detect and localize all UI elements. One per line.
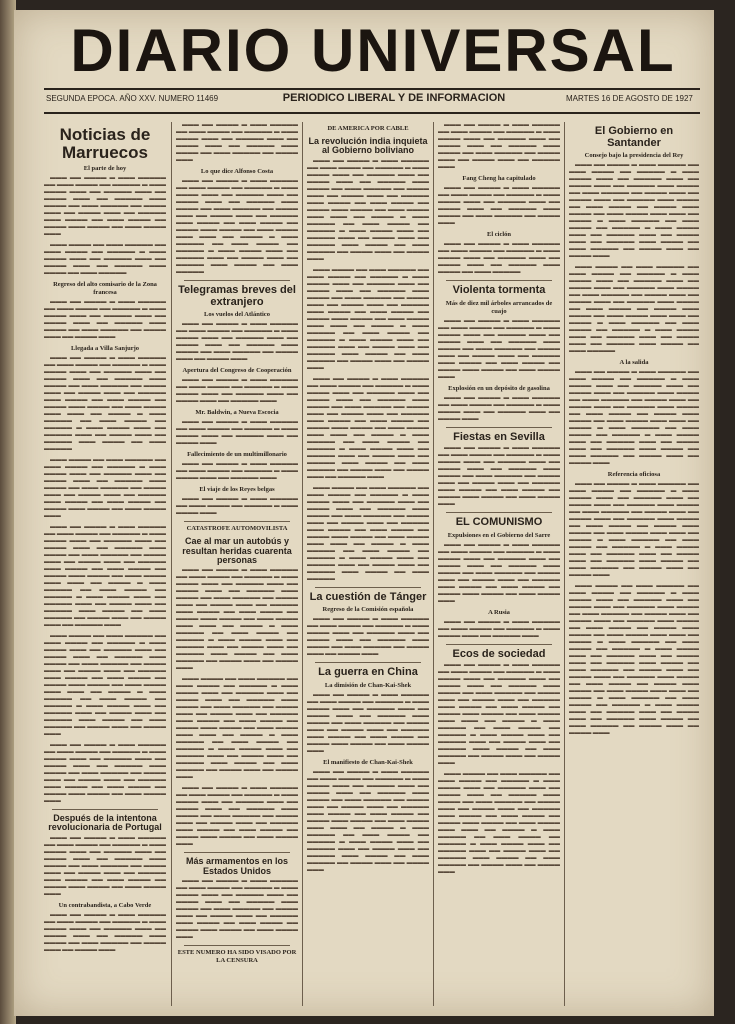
issue-date: MARTES 16 DE AGOSTO DE 1927 (566, 94, 693, 103)
subhead-consejo: Consejo bajo la presidencia del Rey (584, 152, 684, 160)
body-text: ▬▬▬ ▬▬ ▬▬▬▬ ▬ ▬▬▬ ▬▬▬▬▬ ▬▬ ▬▬▬ ▬▬▬▬ ▬▬ ▬▬▬▬▬ ▬ ▬▬▬ ▬▬▬▬ ▬▬▬ ▬▬ ▬▬▬▬▬ ▬▬▬ ▬▬ ▬▬▬▬ ▬▬▬ (438, 394, 560, 422)
headline-china: La guerra en China (318, 666, 418, 679)
subhead-salida: A la salida (619, 359, 649, 367)
column-3 (307, 122, 429, 1006)
headline-bolivia: La revolución india inquieta al Gobierno boliviano (308, 136, 428, 156)
subhead-contrabandista: Un contrabandista, a Cabo Verde (58, 901, 152, 909)
body-text: ▬▬▬ ▬▬ ▬▬▬▬ ▬ ▬▬▬ ▬▬▬▬▬ ▬▬ ▬▬▬ ▬▬▬▬ ▬▬ ▬▬▬▬▬ ▬ ▬▬▬ ▬▬▬▬ ▬▬▬ ▬▬ ▬▬▬▬▬ ▬▬▬ ▬▬ ▬▬▬▬ ▬▬▬ ▬▬ ▬▬▬▬▬ ▬▬▬ ▬▬▬▬ ▬▬ ▬▬▬ ▬▬▬▬▬ ▬▬ ▬▬▬▬ ▬▬▬ ▬▬ ▬▬▬▬ ▬▬▬ ▬▬ ▬▬▬▬▬ ▬▬▬ (438, 122, 560, 170)
column-1 (44, 122, 166, 1006)
headline-tormenta: Violenta tormenta (452, 284, 546, 296)
body-text: ▬▬▬ ▬▬ ▬▬▬▬ ▬ ▬▬▬ ▬▬▬▬▬ ▬▬ ▬▬▬ ▬▬▬▬ ▬▬ ▬▬▬▬▬ ▬ ▬▬▬ ▬▬▬▬ ▬▬▬ (176, 496, 298, 517)
subhead-llegada: Llegada a Villa Sanjurjo (70, 344, 140, 352)
subhead-fang-cheng: Fang Cheng ha capitulado (462, 175, 536, 182)
section-rule (446, 644, 552, 645)
body-text: ▬▬▬ ▬▬ ▬▬▬▬ ▬ ▬▬▬ ▬▬▬▬▬ ▬▬ ▬▬▬ ▬▬▬▬ ▬▬ ▬▬▬▬▬ ▬ ▬▬▬ ▬▬▬▬ ▬▬▬ ▬▬ ▬▬▬▬▬ ▬▬▬ ▬▬ ▬▬▬▬ ▬▬▬ ▬▬ ▬▬▬▬▬ ▬▬▬ ▬▬▬▬ ▬▬ ▬▬▬ ▬▬▬▬▬ ▬▬ ▬▬▬▬ ▬▬▬ ▬▬ ▬▬▬▬ ▬▬▬ (44, 298, 166, 340)
body-text: ▬▬▬ ▬▬ ▬▬▬▬ ▬ ▬▬▬ ▬▬▬▬▬ ▬▬ ▬▬▬ ▬▬▬▬ ▬▬ ▬▬▬▬▬ ▬ ▬▬▬ ▬▬▬▬ ▬▬▬ ▬▬ ▬▬▬▬▬ ▬▬▬ ▬▬ ▬▬▬▬ ▬▬▬ ▬▬ ▬▬▬▬▬ ▬▬▬ ▬▬▬▬ ▬▬ ▬▬▬ ▬▬▬▬▬ ▬▬ ▬▬▬▬ ▬▬▬ ▬▬ ▬▬▬▬ ▬▬▬ ▬▬ ▬▬▬▬▬ ▬▬▬ ▬▬▬▬ ▬▬ ▬▬▬ ▬▬▬▬ ▬▬ ▬▬▬▬ ▬▬▬ ▬▬▬▬ ▬▬ ▬▬▬ ▬▬▬▬ ▬▬▬ ▬▬▬ ▬▬ ▬▬▬▬ ▬ ▬▬▬ ▬▬▬▬▬ ▬▬ ▬▬▬ ▬▬▬▬ ▬▬ ▬▬▬▬▬ ▬ ▬▬▬ ▬▬▬▬ ▬▬▬ ▬▬ ▬▬▬▬▬ ▬▬▬ ▬▬ ▬▬▬▬ ▬▬▬ ▬▬ ▬▬▬▬▬ ▬▬▬ ▬▬▬▬ ▬▬ ▬▬▬ ▬▬▬▬▬ ▬▬ ▬▬▬▬ ▬▬▬ ▬▬ ▬▬▬▬ ▬▬▬ ▬▬▬ ▬▬▬▬ ▬▬ ▬▬▬ ▬▬▬▬▬ ▬▬ ▬▬▬ ▬▬▬▬ ▬▬ ▬▬▬▬▬ ▬ ▬▬▬ ▬▬▬▬ ▬▬▬ ▬▬ ▬▬▬▬▬ ▬▬▬ ▬▬ ▬▬▬▬ ▬▬▬ ▬▬ ▬▬▬▬▬ ▬▬▬ ▬▬▬▬ ▬▬ ▬▬▬ ▬▬▬▬▬ ▬▬ ▬▬▬▬ ▬▬▬ ▬▬ ▬▬▬▬ ▬▬▬ ▬▬ ▬▬▬▬▬ ▬▬▬ ▬▬▬▬ ▬▬ ▬▬▬ ▬▬▬▬ ▬▬ ▬▬▬▬ ▬▬▬ ▬▬▬▬ ▬▬ ▬▬▬ ▬▬▬▬ ▬▬▬ ▬▬▬ ▬▬ ▬▬▬▬ ▬ ▬▬▬ ▬▬▬▬▬ ▬▬ ▬▬▬ ▬▬▬▬ ▬▬ ▬▬▬▬▬ ▬ ▬▬▬ ▬▬▬▬ ▬▬▬ ▬▬ ▬▬▬▬▬ ▬▬▬ ▬▬ ▬▬▬▬ ▬▬▬ ▬▬ ▬▬▬▬▬ ▬▬▬ ▬▬▬▬ ▬▬ ▬▬▬ ▬▬▬▬▬ ▬▬ ▬▬▬▬ ▬▬▬ ▬▬ ▬▬▬▬ ▬▬▬ (438, 662, 560, 876)
kicker-america: DE AMERICA POR CABLE (327, 125, 409, 132)
body-text: ▬▬▬ ▬▬ ▬▬▬▬ ▬ ▬▬▬ ▬▬▬▬▬ ▬▬ ▬▬▬ ▬▬▬▬ ▬▬ ▬▬▬▬▬ ▬ ▬▬▬ ▬▬▬▬ ▬▬▬ ▬▬ ▬▬▬▬▬ ▬▬▬ ▬▬ ▬▬▬▬ ▬▬▬ ▬▬ ▬▬▬▬▬ ▬▬▬ ▬▬▬▬ ▬▬ ▬▬▬ ▬▬▬▬▬ ▬▬ ▬▬▬▬ ▬▬▬ ▬▬ ▬▬▬▬ ▬▬▬ ▬▬ ▬▬▬▬▬ ▬▬▬ ▬▬▬▬ ▬▬ ▬▬▬ ▬▬▬▬ ▬▬ ▬▬▬▬ ▬▬▬ ▬▬▬▬ ▬▬ ▬▬▬ ▬▬▬▬ ▬▬▬ ▬▬▬ ▬▬ ▬▬▬▬ ▬ ▬▬▬ ▬▬▬▬▬ ▬▬ ▬▬▬ ▬▬▬▬ ▬▬ ▬▬▬▬▬ ▬ ▬▬▬ ▬▬▬▬ ▬▬▬ ▬▬ ▬▬▬▬▬ ▬▬▬ ▬▬ ▬▬▬▬ ▬▬▬ ▬▬ ▬▬▬▬▬ ▬▬▬ ▬▬▬▬ ▬▬ ▬▬▬ ▬▬▬▬▬ ▬▬ ▬▬▬▬ ▬▬▬ ▬▬ ▬▬▬▬ ▬▬▬ (307, 768, 429, 873)
column-divider (302, 122, 303, 1006)
body-text: ▬▬▬ ▬▬ ▬▬▬▬ ▬ ▬▬▬ ▬▬▬▬▬ ▬▬ ▬▬▬ ▬▬▬▬ ▬▬ ▬▬▬▬▬ ▬ ▬▬▬ ▬▬▬▬ ▬▬▬ ▬▬ ▬▬▬▬▬ ▬▬▬ ▬▬ ▬▬▬▬ ▬▬▬ ▬▬ ▬▬▬▬▬ ▬▬▬ ▬▬▬▬ ▬▬ ▬▬▬ ▬▬▬▬▬ ▬▬ ▬▬▬▬ ▬▬▬ ▬▬ ▬▬▬▬ ▬▬▬ ▬▬ ▬▬▬▬▬ ▬▬▬ ▬▬▬▬ ▬▬ ▬▬▬ ▬▬▬▬ ▬▬ ▬▬▬▬ ▬▬▬ ▬▬▬▬ ▬▬ ▬▬▬ ▬▬▬▬ ▬▬▬ ▬▬▬ ▬▬ ▬▬▬▬ ▬ ▬▬▬ ▬▬▬▬▬ ▬▬ ▬▬▬ ▬▬▬▬ ▬▬ ▬▬▬▬▬ ▬ ▬▬▬ ▬▬▬▬ ▬▬▬ ▬▬ ▬▬▬▬▬ ▬▬▬ ▬▬ ▬▬▬▬ ▬▬▬ ▬▬ ▬▬▬▬▬ ▬▬▬ ▬▬▬▬ ▬▬ ▬▬▬ ▬▬▬▬▬ ▬▬ ▬▬▬▬ ▬▬▬ ▬▬ ▬▬▬▬ ▬▬▬ (569, 369, 699, 467)
subhead-regreso: Regreso del alto comisario de la Zona francesa (53, 280, 157, 296)
body-text: ▬▬▬ ▬▬ ▬▬▬▬ ▬ ▬▬▬ ▬▬▬▬▬ ▬▬ ▬▬▬ ▬▬▬▬ ▬▬ ▬▬▬▬▬ ▬ ▬▬▬ ▬▬▬▬ ▬▬▬ ▬▬ ▬▬▬▬▬ ▬▬▬ ▬▬ ▬▬▬▬ ▬▬▬ ▬▬ ▬▬▬▬▬ ▬▬▬ ▬▬▬▬ ▬▬ ▬▬▬ ▬▬▬▬▬ ▬▬ ▬▬▬▬ ▬▬▬ ▬▬ ▬▬▬▬ ▬▬▬ (176, 321, 298, 363)
header-rule (44, 112, 700, 114)
column-divider (433, 122, 434, 1006)
body-text: ▬▬▬ ▬▬ ▬▬▬▬ ▬ ▬▬▬ ▬▬▬▬▬ ▬▬ ▬▬▬ ▬▬▬▬ ▬▬ ▬▬▬▬▬ ▬ ▬▬▬ ▬▬▬▬ ▬▬▬ ▬▬ ▬▬▬▬▬ ▬▬▬ ▬▬ ▬▬▬▬ ▬▬▬ ▬▬ ▬▬▬▬▬ ▬▬▬ ▬▬▬▬ ▬▬ ▬▬▬ ▬▬▬▬▬ ▬▬ ▬▬▬▬ ▬▬▬ ▬▬ ▬▬▬▬ ▬▬▬ ▬▬ ▬▬▬▬▬ ▬▬▬ ▬▬▬▬ ▬▬ ▬▬▬ ▬▬▬▬ ▬▬ ▬▬▬▬ ▬▬▬ ▬▬▬▬ ▬▬ ▬▬▬ ▬▬▬▬ ▬▬▬ (44, 834, 166, 897)
subhead-manifiesto: El manifiesto de Chan-Kai-Shek (323, 758, 413, 766)
column-4 (438, 122, 560, 1006)
subhead-baldwin: Mr. Baldwin, a Nueva Escocia (195, 409, 279, 417)
subhead-explosion: Explosión en un depósito de gasolina (448, 384, 550, 392)
section-rule (315, 662, 421, 663)
body-text: ▬▬▬ ▬▬ ▬▬▬▬ ▬ ▬▬▬ ▬▬▬▬▬ ▬▬ ▬▬▬ ▬▬▬▬ ▬▬ ▬▬▬▬▬ ▬ ▬▬▬ ▬▬▬▬ ▬▬▬ ▬▬ ▬▬▬▬▬ ▬▬▬ ▬▬ ▬▬▬▬ ▬▬▬ ▬▬ ▬▬▬▬▬ ▬▬▬ ▬▬▬▬ ▬▬ ▬▬▬ ▬▬▬▬▬ (438, 241, 560, 275)
body-text: ▬▬▬ ▬▬ ▬▬▬▬ ▬ ▬▬▬ ▬▬▬▬▬ ▬▬ ▬▬▬ ▬▬▬▬ ▬▬ ▬▬▬▬▬ ▬ ▬▬▬ ▬▬▬▬ ▬▬▬ ▬▬ ▬▬▬▬▬ ▬▬▬ ▬▬ ▬▬▬▬ ▬▬▬ ▬▬ ▬▬▬▬▬ ▬▬▬ ▬▬▬▬ ▬▬ ▬▬▬ ▬▬▬▬▬ ▬▬ ▬▬▬▬ ▬▬▬ ▬▬ ▬▬▬▬ ▬▬▬ ▬▬ ▬▬▬▬▬ ▬▬▬ ▬▬▬▬ ▬▬ ▬▬▬ ▬▬▬▬ ▬▬ ▬▬▬▬ ▬▬▬ ▬▬▬▬ ▬▬ ▬▬▬ ▬▬▬▬ ▬▬▬ (438, 317, 560, 380)
column-divider (564, 122, 565, 1006)
masthead-title: DIARIO UNIVERSAL (70, 17, 676, 84)
headline-sociedad: Ecos de sociedad (452, 647, 546, 660)
section-rule (184, 852, 290, 853)
body-text: ▬▬▬ ▬▬ ▬▬▬▬ ▬ ▬▬▬ ▬▬▬▬▬ ▬▬ ▬▬▬ ▬▬▬▬ ▬▬ ▬▬▬▬▬ ▬ ▬▬▬ ▬▬▬▬ ▬▬▬ ▬▬ ▬▬▬▬▬ ▬▬▬ (176, 461, 298, 482)
masthead-subtitle: PERIODICO LIBERAL Y DE INFORMACION (282, 92, 506, 104)
subhead-dimision: La dimisión de Chan-Kai-Shek (324, 681, 412, 689)
subhead-multimillonario: Fallecimiento de un multimillonario (187, 451, 287, 459)
body-text: ▬▬▬ ▬▬ ▬▬▬▬ ▬ ▬▬▬ ▬▬▬▬▬ ▬▬ ▬▬▬ ▬▬▬▬ ▬▬ ▬▬▬▬▬ ▬ ▬▬▬ ▬▬▬▬ ▬▬▬ ▬▬ ▬▬▬▬▬ ▬▬▬ ▬▬ ▬▬▬▬ ▬▬▬ ▬▬ ▬▬▬▬▬ ▬▬▬ ▬▬▬▬ ▬▬ ▬▬▬ ▬▬▬▬▬ ▬▬ ▬▬▬▬ ▬▬▬ (176, 122, 298, 163)
body-text: ▬▬▬ ▬▬ ▬▬▬▬ ▬ ▬▬▬ ▬▬▬▬▬ ▬▬ ▬▬▬ ▬▬▬▬ ▬▬ ▬▬▬▬▬ ▬ ▬▬▬ ▬▬▬▬ ▬▬▬ ▬▬ ▬▬▬▬▬ ▬▬▬ ▬▬ ▬▬▬▬ ▬▬▬ (176, 419, 298, 447)
headline-comunismo: EL COMUNISMO (455, 516, 543, 529)
kicker-catastrofe: CATASTROFE AUTOMOVILISTA (186, 525, 288, 533)
censorship-notice: ESTE NUMERO HA SIDO VISADO POR LA CENSURA (177, 949, 297, 965)
body-text: ▬▬▬ ▬▬ ▬▬▬▬ ▬ ▬▬▬ ▬▬▬▬▬ ▬▬ ▬▬▬ ▬▬▬▬ ▬▬ ▬▬▬▬▬ ▬ ▬▬▬ ▬▬▬▬ ▬▬▬ ▬▬ ▬▬▬▬▬ ▬▬▬ ▬▬ ▬▬▬▬ ▬▬▬ ▬▬ ▬▬▬▬▬ ▬▬▬ (176, 377, 298, 405)
subhead-rusia: A Rusia (488, 608, 510, 616)
subhead-vuelos: Los vuelos del Atlántico (204, 311, 270, 319)
subhead-reyes-belgas: El viaje de los Reyes belgas (199, 486, 275, 494)
headline-santander: El Gobierno en Santander (594, 125, 674, 149)
section-rule (446, 512, 552, 513)
body-text: ▬▬▬ ▬▬ ▬▬▬▬ ▬ ▬▬▬ ▬▬▬▬▬ ▬▬ ▬▬▬ ▬▬▬▬ ▬▬ ▬▬▬▬▬ ▬ ▬▬▬ ▬▬▬▬ ▬▬▬ ▬▬ ▬▬▬▬▬ ▬▬▬ ▬▬ ▬▬▬▬ ▬▬▬ ▬▬ ▬▬▬▬▬ ▬▬▬ ▬▬▬▬ ▬▬ ▬▬▬ ▬▬▬▬▬ ▬▬ ▬▬▬▬ ▬▬▬ ▬▬ ▬▬▬▬ ▬▬▬ ▬▬ ▬▬▬▬▬ ▬▬▬ ▬▬▬▬ ▬▬ ▬▬▬ ▬▬▬▬ ▬▬ ▬▬▬▬ ▬▬▬ ▬▬▬▬ ▬▬ ▬▬▬ ▬▬▬▬ ▬▬▬ ▬▬▬ ▬▬ ▬▬▬▬ ▬ ▬▬▬ ▬▬▬▬▬ ▬▬ ▬▬▬ ▬▬▬▬ ▬▬ ▬▬▬▬▬ ▬ ▬▬▬ ▬▬▬▬ ▬▬▬ ▬▬ ▬▬▬▬▬ ▬▬▬ ▬▬ ▬▬▬▬ ▬▬▬ ▬▬ ▬▬▬▬▬ ▬▬▬ ▬▬▬▬ ▬▬ ▬▬▬ ▬▬▬▬▬ ▬▬ ▬▬▬▬ ▬▬▬ ▬▬ ▬▬▬▬ ▬▬▬ ▬▬▬ ▬▬▬▬ ▬▬ ▬▬▬ ▬▬▬▬▬ ▬▬ ▬▬▬ ▬▬▬▬ ▬▬ ▬▬▬▬▬ ▬ ▬▬▬ ▬▬▬▬ ▬▬▬ ▬▬ ▬▬▬▬▬ ▬▬▬ ▬▬ ▬▬▬▬ ▬▬▬ ▬▬ ▬▬▬▬▬ ▬▬▬ ▬▬▬▬ ▬▬ ▬▬▬ ▬▬▬▬▬ ▬▬ ▬▬▬▬ ▬▬▬ ▬▬ ▬▬▬▬ ▬▬▬ ▬▬ ▬▬▬▬▬ ▬▬▬ ▬▬▬▬ ▬▬ ▬▬▬ ▬▬▬▬ ▬▬ ▬▬▬▬ ▬▬▬ ▬▬▬▬ ▬▬ ▬▬▬ ▬▬▬▬ ▬▬▬ ▬▬▬ ▬▬ ▬▬▬▬ ▬ ▬▬▬ ▬▬▬▬▬ ▬▬ ▬▬▬ ▬▬▬▬ ▬▬ ▬▬▬▬▬ ▬ ▬▬▬ ▬▬▬▬ ▬▬▬ ▬▬ ▬▬▬▬▬ ▬▬▬ ▬▬ ▬▬▬▬ ▬▬▬ ▬▬ ▬▬▬▬▬ ▬▬▬ ▬▬▬▬ ▬▬ ▬▬▬ ▬▬▬▬▬ ▬▬ ▬▬▬▬ ▬▬▬ ▬▬ ▬▬▬▬ ▬▬▬ ▬▬▬ ▬▬ ▬▬▬▬ ▬ ▬▬▬ ▬▬▬▬▬ ▬▬ ▬▬▬ ▬▬▬▬ ▬▬ ▬▬▬▬▬ ▬ ▬▬▬ ▬▬▬▬ ▬▬▬ ▬▬ ▬▬▬▬▬ ▬▬▬ ▬▬ ▬▬▬▬ ▬▬▬ ▬▬ ▬▬▬▬▬ ▬▬▬ ▬▬▬▬ ▬▬ ▬▬▬ ▬▬▬▬▬ ▬▬ ▬▬▬▬ ▬▬▬ ▬▬ ▬▬▬▬ ▬▬▬ ▬▬ ▬▬▬▬▬ ▬▬▬ ▬▬▬▬ ▬▬ ▬▬▬ ▬▬▬▬ ▬▬ ▬▬▬▬ ▬▬▬ ▬▬▬▬ ▬▬ ▬▬▬ ▬▬▬▬ ▬▬▬ ▬▬▬ ▬▬ ▬▬▬▬ ▬ ▬▬▬ ▬▬▬▬▬ ▬▬ ▬▬▬ ▬▬▬▬ ▬▬ ▬▬▬▬▬ ▬ ▬▬▬ ▬▬▬▬ ▬▬▬ ▬▬ ▬▬▬▬▬ ▬▬▬ ▬▬ ▬▬▬▬ ▬▬▬ ▬▬ ▬▬▬▬▬ ▬▬▬ ▬▬▬▬ ▬▬ ▬▬▬ ▬▬▬▬▬ ▬▬ ▬▬▬▬ ▬▬▬ ▬▬ ▬▬▬▬ ▬▬▬ ▬▬ ▬▬▬▬▬ ▬▬▬ ▬▬▬ ▬▬▬▬ ▬▬ ▬▬▬ ▬▬▬▬▬ ▬▬ ▬▬▬ ▬▬▬▬ ▬▬ ▬▬▬▬▬ ▬ ▬▬▬ ▬▬▬▬ ▬▬▬ ▬▬ ▬▬▬▬▬ ▬▬▬ ▬▬ ▬▬▬▬ ▬▬▬ ▬▬ ▬▬▬▬▬ ▬▬▬ ▬▬▬▬ ▬▬ ▬▬▬ ▬▬▬▬▬ ▬▬ ▬▬▬▬ ▬▬▬ ▬▬ ▬▬▬▬ ▬▬▬ ▬▬ ▬▬▬▬▬ ▬▬▬ ▬▬▬▬ ▬▬ ▬▬▬ ▬▬▬▬ ▬▬ ▬▬▬▬ ▬▬▬ ▬▬▬▬ ▬▬ ▬▬▬ ▬▬▬▬ ▬▬▬ ▬▬▬ ▬▬ ▬▬▬▬ ▬ ▬▬▬ ▬▬▬▬▬ ▬▬ ▬▬▬ ▬▬▬▬ ▬▬ ▬▬▬▬▬ ▬ ▬▬▬ ▬▬▬▬ ▬▬▬ ▬▬ ▬▬▬▬▬ ▬▬▬ ▬▬ ▬▬▬▬ ▬▬▬ ▬▬ ▬▬▬▬▬ ▬▬▬ ▬▬▬▬ ▬▬ ▬▬▬ ▬▬▬▬▬ (307, 157, 429, 582)
headline-sevilla: Fiestas en Sevilla (453, 430, 545, 443)
body-text: ▬▬▬ ▬▬ ▬▬▬▬ ▬ ▬▬▬ ▬▬▬▬▬ ▬▬ ▬▬▬ ▬▬▬▬ ▬▬ ▬▬▬▬▬ ▬ ▬▬▬ ▬▬▬▬ ▬▬▬ ▬▬ ▬▬▬▬▬ ▬▬▬ ▬▬ ▬▬▬▬ ▬▬▬ ▬▬ ▬▬▬▬▬ ▬▬▬ ▬▬▬▬ ▬▬ ▬▬▬ ▬▬▬▬▬ ▬▬ ▬▬▬▬ ▬▬▬ ▬▬ ▬▬▬▬ ▬▬▬ (307, 616, 429, 658)
headline-telegramas: Telegramas breves del extranjero (178, 284, 296, 308)
headline-armamentos: Más armamentos en los Estados Unidos (185, 856, 289, 876)
column-2 (176, 122, 298, 1006)
section-rule (315, 587, 421, 588)
headline-autobus: Cae al mar un autobús y resultan heridas cuarenta personas (182, 536, 292, 565)
section-rule (52, 809, 158, 810)
column-divider (171, 122, 172, 1006)
subhead-costa: Lo que dice Alfonso Costa (200, 168, 274, 175)
body-text: ▬▬▬ ▬▬ ▬▬▬▬ ▬ ▬▬▬ ▬▬▬▬▬ ▬▬ ▬▬▬ ▬▬▬▬ ▬▬ ▬▬▬▬▬ ▬ ▬▬▬ ▬▬▬▬ ▬▬▬ ▬▬ ▬▬▬▬▬ ▬▬▬ ▬▬ ▬▬▬▬ ▬▬▬ ▬▬ ▬▬▬▬▬ ▬▬▬ ▬▬▬▬ ▬▬ ▬▬▬ ▬▬▬▬▬ ▬▬ ▬▬▬▬ ▬▬▬ ▬▬ ▬▬▬▬ ▬▬▬ ▬▬ ▬▬▬▬▬ ▬▬▬ ▬▬▬▬ ▬▬ ▬▬▬ ▬▬▬▬ ▬▬ ▬▬▬▬ ▬▬▬ ▬▬▬▬ ▬▬ ▬▬▬ ▬▬▬▬ ▬▬▬ ▬▬▬ ▬▬ ▬▬▬▬ ▬ ▬▬▬ ▬▬▬▬▬ ▬▬ ▬▬▬ ▬▬▬▬ ▬▬ ▬▬▬▬▬ ▬ ▬▬▬ ▬▬▬▬ ▬▬▬ ▬▬ ▬▬▬▬▬ ▬▬▬ ▬▬ ▬▬▬▬ ▬▬▬ ▬▬ ▬▬▬▬▬ ▬▬▬ ▬▬▬▬ ▬▬ ▬▬▬ ▬▬▬▬▬ (176, 178, 298, 275)
subhead-congreso: Apertura del Congreso de Cooperación (182, 367, 292, 375)
body-text: ▬▬▬ ▬▬ ▬▬▬▬ ▬ ▬▬▬ ▬▬▬▬▬ ▬▬ ▬▬▬ ▬▬▬▬ ▬▬ ▬▬▬▬▬ ▬ ▬▬▬ ▬▬▬▬ ▬▬▬ ▬▬ ▬▬▬▬▬ ▬▬▬ (438, 618, 560, 639)
subhead-sarre: Expulsiones en el Gobierno del Sarre (447, 531, 551, 539)
edition-info: SEGUNDA EPOCA. AÑO XXV. NUMERO 11469 (46, 94, 219, 103)
body-text: ▬▬▬ ▬▬ ▬▬▬▬ ▬ ▬▬▬ ▬▬▬▬▬ ▬▬ ▬▬▬ ▬▬▬▬ ▬▬ ▬▬▬▬▬ ▬ ▬▬▬ ▬▬▬▬ ▬▬▬ ▬▬ ▬▬▬▬▬ ▬▬▬ ▬▬ ▬▬▬▬ ▬▬▬ ▬▬ ▬▬▬▬▬ ▬▬▬ ▬▬▬▬ ▬▬ ▬▬▬ ▬▬▬▬▬ ▬▬ ▬▬▬▬ ▬▬▬ ▬▬ ▬▬▬▬ ▬▬▬ (44, 911, 166, 953)
body-text: ▬▬▬ ▬▬ ▬▬▬▬ ▬ ▬▬▬ ▬▬▬▬▬ ▬▬ ▬▬▬ ▬▬▬▬ ▬▬ ▬▬▬▬▬ ▬ ▬▬▬ ▬▬▬▬ ▬▬▬ ▬▬ ▬▬▬▬▬ ▬▬▬ ▬▬ ▬▬▬▬ ▬▬▬ ▬▬ ▬▬▬▬▬ ▬▬▬ ▬▬▬▬ ▬▬ ▬▬▬ ▬▬▬▬▬ ▬▬ ▬▬▬▬ ▬▬▬ ▬▬ ▬▬▬▬ ▬▬▬ ▬▬ ▬▬▬▬▬ ▬▬▬ ▬▬▬▬ ▬▬ ▬▬▬ ▬▬▬▬ ▬▬ ▬▬▬▬ ▬▬▬ ▬▬▬▬ ▬▬ ▬▬▬ ▬▬▬▬ ▬▬▬ (438, 541, 560, 604)
body-text: ▬▬▬ ▬▬ ▬▬▬▬ ▬ ▬▬▬ ▬▬▬▬▬ ▬▬ ▬▬▬ ▬▬▬▬ ▬▬ ▬▬▬▬▬ ▬ ▬▬▬ ▬▬▬▬ ▬▬▬ ▬▬ ▬▬▬▬▬ ▬▬▬ ▬▬ ▬▬▬▬ ▬▬▬ ▬▬ ▬▬▬▬▬ ▬▬▬ ▬▬▬▬ ▬▬ ▬▬▬ ▬▬▬▬▬ ▬▬ ▬▬▬▬ ▬▬▬ ▬▬ ▬▬▬▬ ▬▬▬ ▬▬ ▬▬▬▬▬ ▬▬▬ ▬▬▬▬ ▬▬ ▬▬▬ ▬▬▬▬ ▬▬ ▬▬▬▬ ▬▬▬ ▬▬▬▬ ▬▬ ▬▬▬ ▬▬▬▬ ▬▬▬ ▬▬▬ ▬▬ ▬▬▬▬ ▬ ▬▬▬ ▬▬▬▬▬ ▬▬ ▬▬▬ ▬▬▬▬ ▬▬ ▬▬▬▬▬ ▬ ▬▬▬ ▬▬▬▬ ▬▬▬ ▬▬ ▬▬▬▬▬ ▬▬▬ ▬▬ ▬▬▬▬ ▬▬▬ ▬▬ ▬▬▬▬▬ ▬▬▬ ▬▬▬▬ ▬▬ ▬▬▬ ▬▬▬▬▬ ▬▬▬ ▬▬▬▬ ▬▬ ▬▬▬ ▬▬▬▬▬ ▬▬ ▬▬▬ ▬▬▬▬ ▬▬ ▬▬▬▬▬ ▬ ▬▬▬ ▬▬▬▬ ▬▬▬ ▬▬ ▬▬▬▬▬ ▬▬▬ ▬▬ ▬▬▬▬ ▬▬▬ ▬▬ ▬▬▬▬▬ ▬▬▬ ▬▬▬▬ ▬▬ ▬▬▬ ▬▬▬▬▬ ▬▬ ▬▬▬▬ ▬▬▬ ▬▬ ▬▬▬▬ ▬▬▬ ▬▬ ▬▬▬▬▬ ▬▬▬ ▬▬▬▬ ▬▬ ▬▬▬ ▬▬▬▬ ▬▬ ▬▬▬▬ ▬▬▬ ▬▬▬▬ ▬▬ ▬▬▬ ▬▬▬▬ ▬▬▬ ▬▬▬ ▬▬ ▬▬▬▬ ▬ ▬▬▬ ▬▬▬▬▬ ▬▬ ▬▬▬ ▬▬▬▬ ▬▬ ▬▬▬▬▬ ▬ ▬▬▬ ▬▬▬▬ ▬▬▬ ▬▬ ▬▬▬▬▬ ▬▬▬ ▬▬ ▬▬▬▬ ▬▬▬ ▬▬ ▬▬▬▬▬ ▬▬▬ ▬▬▬▬ ▬▬ ▬▬▬ ▬▬▬▬▬ ▬▬ ▬▬▬▬ ▬▬▬ ▬▬ ▬▬▬▬ ▬▬▬ ▬▬ ▬▬▬▬▬ ▬▬▬ ▬▬▬▬ ▬▬ ▬▬▬ ▬▬▬▬ ▬▬ ▬▬▬▬ ▬▬▬ ▬▬▬▬ ▬▬ ▬▬▬ ▬▬▬▬ ▬▬▬ ▬▬▬ ▬▬ ▬▬▬▬ ▬ ▬▬▬ ▬▬▬▬▬ ▬▬ ▬▬▬ ▬▬▬▬ ▬▬ ▬▬▬▬▬ ▬ ▬▬▬ ▬▬▬▬ ▬▬▬ ▬▬ ▬▬▬▬▬ ▬▬▬ ▬▬ ▬▬▬▬ ▬▬▬ ▬▬ ▬▬▬▬▬ ▬▬▬ ▬▬▬▬ ▬▬ ▬▬▬ ▬▬▬▬▬ ▬▬ ▬▬▬▬ ▬▬▬ ▬▬ ▬▬▬▬ ▬▬▬ ▬▬ ▬▬▬▬▬ ▬▬▬ ▬▬▬ ▬▬▬▬ ▬▬ ▬▬▬ ▬▬▬▬▬ ▬▬ ▬▬▬ ▬▬▬▬ ▬▬ ▬▬▬▬▬ ▬ ▬▬▬ ▬▬▬▬ ▬▬▬ ▬▬ ▬▬▬▬▬ ▬▬▬ ▬▬ ▬▬▬▬ ▬▬▬ ▬▬ ▬▬▬▬▬ ▬▬▬ ▬▬▬▬ ▬▬ ▬▬▬ ▬▬▬▬▬ ▬▬ ▬▬▬▬ ▬▬▬ ▬▬ ▬▬▬▬ ▬▬▬ ▬▬ ▬▬▬▬▬ ▬▬▬ ▬▬▬▬ ▬▬ ▬▬▬ ▬▬▬▬ ▬▬ ▬▬▬▬ ▬▬▬ ▬▬▬▬ ▬▬ ▬▬▬ ▬▬▬▬ ▬▬▬ ▬▬▬ ▬▬ ▬▬▬▬ ▬ ▬▬▬ ▬▬▬▬▬ ▬▬ ▬▬▬ ▬▬▬▬ ▬▬ ▬▬▬▬▬ ▬ ▬▬▬ ▬▬▬▬ ▬▬▬ ▬▬ ▬▬▬▬▬ ▬▬▬ ▬▬ ▬▬▬▬ ▬▬▬ ▬▬ ▬▬▬▬▬ ▬▬▬ ▬▬▬▬ ▬▬ ▬▬▬ ▬▬▬▬▬ ▬▬ ▬▬▬▬ ▬▬▬ ▬▬ ▬▬▬▬ ▬▬▬ ▬▬▬ ▬▬ ▬▬▬▬ ▬ ▬▬▬ ▬▬▬▬▬ ▬▬ ▬▬▬ ▬▬▬▬ ▬▬ ▬▬▬▬▬ ▬ ▬▬▬ ▬▬▬▬ ▬▬▬ ▬▬ ▬▬▬▬▬ ▬▬▬ ▬▬ ▬▬▬▬ ▬▬▬ ▬▬ ▬▬▬▬▬ ▬▬▬ ▬▬▬▬ ▬▬ ▬▬▬ ▬▬▬▬▬ ▬▬ ▬▬▬▬ ▬▬▬ ▬▬ ▬▬▬▬ ▬▬▬ ▬▬ ▬▬▬▬▬ ▬▬▬ ▬▬▬▬ ▬▬ ▬▬▬ ▬▬▬▬ ▬▬ ▬▬▬▬ ▬▬▬ ▬▬▬▬ ▬▬ ▬▬▬ ▬▬▬▬ ▬▬▬ (44, 354, 166, 804)
body-text: ▬▬▬ ▬▬ ▬▬▬▬ ▬ ▬▬▬ ▬▬▬▬▬ ▬▬ ▬▬▬ ▬▬▬▬ ▬▬ ▬▬▬▬▬ ▬ ▬▬▬ ▬▬▬▬ ▬▬▬ ▬▬ ▬▬▬▬▬ ▬▬▬ ▬▬ ▬▬▬▬ ▬▬▬ ▬▬ ▬▬▬▬▬ ▬▬▬ ▬▬▬▬ ▬▬ ▬▬▬ ▬▬▬▬▬ ▬▬ ▬▬▬▬ ▬▬▬ ▬▬ ▬▬▬▬ ▬▬▬ ▬▬ ▬▬▬▬▬ ▬▬▬ ▬▬▬▬ ▬▬ ▬▬▬ ▬▬▬▬ ▬▬ ▬▬▬▬ ▬▬▬ ▬▬▬▬ ▬▬ ▬▬▬ ▬▬▬▬ ▬▬▬ ▬▬▬ ▬▬ ▬▬▬▬ ▬ ▬▬▬ ▬▬▬▬▬ ▬▬ ▬▬▬ ▬▬▬▬ ▬▬ ▬▬▬▬▬ ▬ ▬▬▬ ▬▬▬▬ ▬▬▬ ▬▬ ▬▬▬▬▬ ▬▬▬ ▬▬ ▬▬▬▬ ▬▬▬ ▬▬ ▬▬▬▬▬ ▬▬▬ ▬▬▬▬ ▬▬ ▬▬▬ ▬▬▬▬▬ ▬▬ ▬▬▬▬ ▬▬▬ ▬▬ ▬▬▬▬ ▬▬▬ ▬▬▬ ▬▬▬▬ ▬▬ ▬▬▬ ▬▬▬▬▬ ▬▬ ▬▬▬ ▬▬▬▬ ▬▬ ▬▬▬▬▬ ▬ ▬▬▬ ▬▬▬▬ ▬▬▬ ▬▬ ▬▬▬▬▬ ▬▬▬ ▬▬ ▬▬▬▬ ▬▬▬ ▬▬ ▬▬▬▬▬ ▬▬▬ ▬▬▬▬ ▬▬ ▬▬▬ ▬▬▬▬▬ ▬▬ ▬▬▬▬ ▬▬▬ ▬▬ ▬▬▬▬ ▬▬▬ ▬▬ ▬▬▬▬▬ ▬▬▬ ▬▬▬▬ ▬▬ ▬▬▬ ▬▬▬▬ ▬▬ ▬▬▬▬ ▬▬▬ ▬▬▬▬ ▬▬ ▬▬▬ ▬▬▬▬ ▬▬▬ ▬▬▬ ▬▬ ▬▬▬▬ ▬ ▬▬▬ ▬▬▬▬▬ ▬▬ ▬▬▬ ▬▬▬▬ ▬▬ ▬▬▬▬▬ ▬ ▬▬▬ ▬▬▬▬ ▬▬▬ ▬▬ ▬▬▬▬▬ ▬▬▬ ▬▬ ▬▬▬▬ ▬▬▬ ▬▬ ▬▬▬▬▬ ▬▬▬ ▬▬▬▬ ▬▬ ▬▬▬ ▬▬▬▬▬ ▬▬ ▬▬▬▬ ▬▬▬ ▬▬ ▬▬▬▬ ▬▬▬ ▬▬ ▬▬▬▬▬ ▬▬▬ ▬▬▬▬ ▬▬ ▬▬▬ ▬▬▬▬ ▬▬ ▬▬▬▬ ▬▬▬ ▬▬▬▬ ▬▬ ▬▬▬ ▬▬▬▬ ▬▬▬ ▬▬▬ ▬▬ ▬▬▬▬ ▬ ▬▬▬ ▬▬▬▬▬ ▬▬ ▬▬▬ ▬▬▬▬ ▬▬ ▬▬▬▬▬ ▬ ▬▬▬ ▬▬▬▬ ▬▬▬ ▬▬ ▬▬▬▬▬ ▬▬▬ ▬▬ ▬▬▬▬ ▬▬▬ ▬▬ ▬▬▬▬▬ ▬▬▬ ▬▬▬▬ ▬▬ ▬▬▬ ▬▬▬▬▬ ▬▬ ▬▬▬▬ ▬▬▬ ▬▬ ▬▬▬▬ ▬▬▬ (569, 481, 699, 737)
section-rule (446, 427, 552, 428)
body-text: ▬▬▬ ▬▬ ▬▬▬▬ ▬ ▬▬▬ ▬▬▬▬▬ ▬▬ ▬▬▬ ▬▬▬▬ ▬▬ ▬▬▬▬▬ ▬ ▬▬▬ ▬▬▬▬ ▬▬▬ ▬▬ ▬▬▬▬▬ ▬▬▬ ▬▬ ▬▬▬▬ ▬▬▬ ▬▬ ▬▬▬▬▬ ▬▬▬ ▬▬▬▬ ▬▬ ▬▬▬ ▬▬▬▬▬ ▬▬ ▬▬▬▬ ▬▬▬ ▬▬ ▬▬▬▬ ▬▬▬ ▬▬ ▬▬▬▬▬ ▬▬▬ ▬▬▬▬ ▬▬ ▬▬▬ ▬▬▬▬ ▬▬ ▬▬▬▬ ▬▬▬ ▬▬▬▬ ▬▬ ▬▬▬ ▬▬▬▬ ▬▬▬ (438, 445, 560, 508)
headline-tanger: La cuestión de Tánger (309, 590, 427, 603)
body-text: ▬▬▬ ▬▬ ▬▬▬▬ ▬ ▬▬▬ ▬▬▬▬▬ ▬▬ ▬▬▬ ▬▬▬▬ ▬▬ ▬▬▬▬▬ ▬ ▬▬▬ ▬▬▬▬ ▬▬▬ ▬▬ ▬▬▬▬▬ ▬▬▬ ▬▬ ▬▬▬▬ ▬▬▬ ▬▬ ▬▬▬▬▬ ▬▬▬ ▬▬▬▬ ▬▬ ▬▬▬ ▬▬▬▬▬ ▬▬ ▬▬▬▬ ▬▬▬ ▬▬ ▬▬▬▬ ▬▬▬ ▬▬ ▬▬▬▬▬ ▬▬▬ ▬▬▬▬ ▬▬ ▬▬▬ ▬▬▬▬ ▬▬ ▬▬▬▬ ▬▬▬ ▬▬▬▬ ▬▬ ▬▬▬ ▬▬▬▬ ▬▬▬ (176, 878, 298, 941)
section-rule (446, 280, 552, 281)
body-text: ▬▬▬ ▬▬ ▬▬▬▬ ▬ ▬▬▬ ▬▬▬▬▬ ▬▬ ▬▬▬ ▬▬▬▬ ▬▬ ▬▬▬▬▬ ▬ ▬▬▬ ▬▬▬▬ ▬▬▬ ▬▬ ▬▬▬▬▬ ▬▬▬ ▬▬ ▬▬▬▬ ▬▬▬ ▬▬ ▬▬▬▬▬ ▬▬▬ ▬▬▬▬ ▬▬ ▬▬▬ ▬▬▬▬▬ ▬▬ ▬▬▬▬ ▬▬▬ ▬▬ ▬▬▬▬ ▬▬▬ ▬▬ ▬▬▬▬▬ ▬▬▬ ▬▬▬▬ ▬▬ ▬▬▬ ▬▬▬▬ ▬▬ ▬▬▬▬ ▬▬▬ ▬▬▬▬ ▬▬ ▬▬▬ ▬▬▬▬ ▬▬▬ ▬▬▬ ▬▬ ▬▬▬▬ ▬ ▬▬▬ ▬▬▬▬▬ ▬▬ ▬▬▬ ▬▬▬▬ ▬▬ ▬▬▬▬▬ ▬ ▬▬▬ ▬▬▬▬ ▬▬▬ ▬▬ ▬▬▬▬▬ ▬▬▬ ▬▬ ▬▬▬▬ ▬▬▬ ▬▬ ▬▬▬▬▬ ▬▬▬ ▬▬▬▬ ▬▬ ▬▬▬ ▬▬▬▬▬ ▬▬ ▬▬▬▬ ▬▬▬ ▬▬ ▬▬▬▬ ▬▬▬ ▬▬▬ ▬▬▬▬ ▬▬ ▬▬▬ ▬▬▬▬▬ ▬▬ ▬▬▬ ▬▬▬▬ ▬▬ ▬▬▬▬▬ ▬ ▬▬▬ ▬▬▬▬ ▬▬▬ ▬▬ ▬▬▬▬▬ ▬▬▬ ▬▬ ▬▬▬▬ ▬▬▬ ▬▬ ▬▬▬▬▬ ▬▬▬ ▬▬▬▬ ▬▬ ▬▬▬ ▬▬▬▬▬ ▬▬ ▬▬▬▬ ▬▬▬ ▬▬ ▬▬▬▬ ▬▬▬ ▬▬ ▬▬▬▬▬ ▬▬▬ ▬▬▬▬ ▬▬ ▬▬▬ ▬▬▬▬ ▬▬ ▬▬▬▬ ▬▬▬ ▬▬▬▬ ▬▬ ▬▬▬ ▬▬▬▬ ▬▬▬ ▬▬▬ ▬▬ ▬▬▬▬ ▬ ▬▬▬ ▬▬▬▬▬ ▬▬ ▬▬▬ ▬▬▬▬ ▬▬ ▬▬▬▬▬ ▬ ▬▬▬ ▬▬▬▬ ▬▬▬ ▬▬ ▬▬▬▬▬ ▬▬▬ ▬▬ ▬▬▬▬ ▬▬▬ ▬▬ ▬▬▬▬▬ ▬▬▬ ▬▬▬▬ ▬▬ ▬▬▬ ▬▬▬▬▬ (569, 162, 699, 355)
subhead-comision: Regreso de la Comisión española (322, 606, 414, 614)
body-text: ▬▬▬ ▬▬ ▬▬▬▬ ▬ ▬▬▬ ▬▬▬▬▬ ▬▬ ▬▬▬ ▬▬▬▬ ▬▬ ▬▬▬▬▬ ▬ ▬▬▬ ▬▬▬▬ ▬▬▬ ▬▬ ▬▬▬▬▬ ▬▬▬ ▬▬ ▬▬▬▬ ▬▬▬ ▬▬ ▬▬▬▬▬ ▬▬▬ ▬▬▬▬ ▬▬ ▬▬▬ ▬▬▬▬▬ ▬▬ ▬▬▬▬ ▬▬▬ ▬▬ ▬▬▬▬ ▬▬▬ ▬▬ ▬▬▬▬▬ ▬▬▬ ▬▬▬▬ ▬▬ ▬▬▬ ▬▬▬▬ ▬▬ ▬▬▬▬ ▬▬▬ ▬▬▬▬ ▬▬ ▬▬▬ ▬▬▬▬ ▬▬▬ ▬▬▬ ▬▬ ▬▬▬▬ ▬ ▬▬▬ ▬▬▬▬▬ ▬▬ ▬▬▬ ▬▬▬▬ ▬▬ ▬▬▬▬▬ ▬ ▬▬▬ ▬▬▬▬ ▬▬▬ ▬▬ ▬▬▬▬▬ ▬▬▬ ▬▬ ▬▬▬▬ ▬▬▬ ▬▬ ▬▬▬▬▬ ▬▬▬ ▬▬▬▬ ▬▬ ▬▬▬ ▬▬▬▬▬ ▬▬ ▬▬▬▬ ▬▬▬ ▬▬ ▬▬▬▬ ▬▬▬ ▬▬▬ ▬▬▬▬ ▬▬ ▬▬▬ ▬▬▬▬▬ ▬▬ ▬▬▬ ▬▬▬▬ ▬▬ ▬▬▬▬▬ ▬ ▬▬▬ ▬▬▬▬ ▬▬▬ ▬▬ ▬▬▬▬▬ ▬▬▬ ▬▬ ▬▬▬▬ ▬▬▬ ▬▬ ▬▬▬▬▬ ▬▬▬ ▬▬▬▬ ▬▬ ▬▬▬ ▬▬▬▬▬ ▬▬ ▬▬▬▬ ▬▬▬ ▬▬ ▬▬▬▬ ▬▬▬ ▬▬ ▬▬▬▬▬ ▬▬▬ ▬▬▬▬ ▬▬ ▬▬▬ ▬▬▬▬ ▬▬ ▬▬▬▬ ▬▬▬ ▬▬▬▬ ▬▬ ▬▬▬ ▬▬▬▬ ▬▬▬ ▬▬▬ ▬▬ ▬▬▬▬ ▬ ▬▬▬ ▬▬▬▬▬ ▬▬ ▬▬▬ ▬▬▬▬ ▬▬ ▬▬▬▬▬ ▬ ▬▬▬ ▬▬▬▬ ▬▬▬ ▬▬ ▬▬▬▬▬ ▬▬▬ ▬▬ ▬▬▬▬ ▬▬▬ ▬▬ ▬▬▬▬▬ ▬▬▬ ▬▬▬▬ ▬▬ ▬▬▬ ▬▬▬▬▬ ▬▬ ▬▬▬▬ ▬▬▬ ▬▬ ▬▬▬▬ ▬▬▬ ▬▬▬ ▬▬ ▬▬▬▬ ▬ ▬▬▬ ▬▬▬▬▬ ▬▬ ▬▬▬ ▬▬▬▬ ▬▬ ▬▬▬▬▬ ▬ ▬▬▬ ▬▬▬▬ ▬▬▬ ▬▬ ▬▬▬▬▬ ▬▬▬ ▬▬ ▬▬▬▬ ▬▬▬ ▬▬ ▬▬▬▬▬ ▬▬▬ ▬▬▬▬ ▬▬ ▬▬▬ ▬▬▬▬▬ ▬▬ ▬▬▬▬ ▬▬▬ ▬▬ ▬▬▬▬ ▬▬▬ ▬▬ ▬▬▬▬▬ ▬▬▬ ▬▬▬▬ ▬▬ ▬▬▬ ▬▬▬▬ ▬▬ ▬▬▬▬ ▬▬▬ ▬▬▬▬ ▬▬ ▬▬▬ ▬▬▬▬ ▬▬▬ (176, 567, 298, 848)
section-rule (184, 521, 290, 522)
subhead-ciclon: El ciclón (486, 231, 511, 238)
masthead-rule (44, 88, 700, 90)
subhead-arboles: Más de diez mil árboles arrancados de cuajo (445, 299, 553, 315)
column-5 (569, 122, 699, 1006)
body-text: ▬▬▬ ▬▬ ▬▬▬▬ ▬ ▬▬▬ ▬▬▬▬▬ ▬▬ ▬▬▬ ▬▬▬▬ ▬▬ ▬▬▬▬▬ ▬ ▬▬▬ ▬▬▬▬ ▬▬▬ ▬▬ ▬▬▬▬▬ ▬▬▬ ▬▬ ▬▬▬▬ ▬▬▬ ▬▬ ▬▬▬▬▬ ▬▬▬ ▬▬▬▬ ▬▬ ▬▬▬ ▬▬▬▬▬ ▬▬ ▬▬▬▬ ▬▬▬ (438, 185, 560, 226)
newspaper-page (14, 10, 714, 1016)
subhead-referencia: Referencia oficiosa (607, 471, 661, 479)
section-rule (184, 280, 290, 281)
headline-portugal: Después de la intentona revolucionaria de Portugal (48, 812, 162, 833)
body-text: ▬▬▬ ▬▬ ▬▬▬▬ ▬ ▬▬▬ ▬▬▬▬▬ ▬▬ ▬▬▬ ▬▬▬▬ ▬▬ ▬▬▬▬▬ ▬ ▬▬▬ ▬▬▬▬ ▬▬▬ ▬▬ ▬▬▬▬▬ ▬▬▬ ▬▬ ▬▬▬▬ ▬▬▬ ▬▬ ▬▬▬▬▬ ▬▬▬ ▬▬▬▬ ▬▬ ▬▬▬ ▬▬▬▬▬ ▬▬ ▬▬▬▬ ▬▬▬ ▬▬ ▬▬▬▬ ▬▬▬ ▬▬ ▬▬▬▬▬ ▬▬▬ ▬▬▬▬ ▬▬ ▬▬▬ ▬▬▬▬ ▬▬ ▬▬▬▬ ▬▬▬ ▬▬▬▬ ▬▬ ▬▬▬ ▬▬▬▬ ▬▬▬ ▬▬▬ ▬▬▬▬ ▬▬ ▬▬▬ ▬▬▬▬▬ ▬▬ ▬▬▬ ▬▬▬▬ ▬▬ ▬▬▬▬▬ ▬ ▬▬▬ ▬▬▬▬ ▬▬▬ ▬▬ ▬▬▬▬▬ ▬▬▬ ▬▬ ▬▬▬▬ ▬▬▬ ▬▬ ▬▬▬▬▬ ▬▬▬ ▬▬▬▬ ▬▬ ▬▬▬ ▬▬▬▬▬ (44, 174, 166, 276)
section-rule (184, 945, 290, 946)
headline-marruecos: Noticias de Marruecos (59, 125, 151, 162)
body-text: ▬▬▬ ▬▬ ▬▬▬▬ ▬ ▬▬▬ ▬▬▬▬▬ ▬▬ ▬▬▬ ▬▬▬▬ ▬▬ ▬▬▬▬▬ ▬ ▬▬▬ ▬▬▬▬ ▬▬▬ ▬▬ ▬▬▬▬▬ ▬▬▬ ▬▬ ▬▬▬▬ ▬▬▬ ▬▬ ▬▬▬▬▬ ▬▬▬ ▬▬▬▬ ▬▬ ▬▬▬ ▬▬▬▬▬ ▬▬ ▬▬▬▬ ▬▬▬ ▬▬ ▬▬▬▬ ▬▬▬ ▬▬ ▬▬▬▬▬ ▬▬▬ ▬▬▬▬ ▬▬ ▬▬▬ ▬▬▬▬ ▬▬ ▬▬▬▬ ▬▬▬ ▬▬▬▬ ▬▬ ▬▬▬ ▬▬▬▬ ▬▬▬ (307, 691, 429, 754)
subhead-parte: El parte de hoy (83, 164, 127, 172)
